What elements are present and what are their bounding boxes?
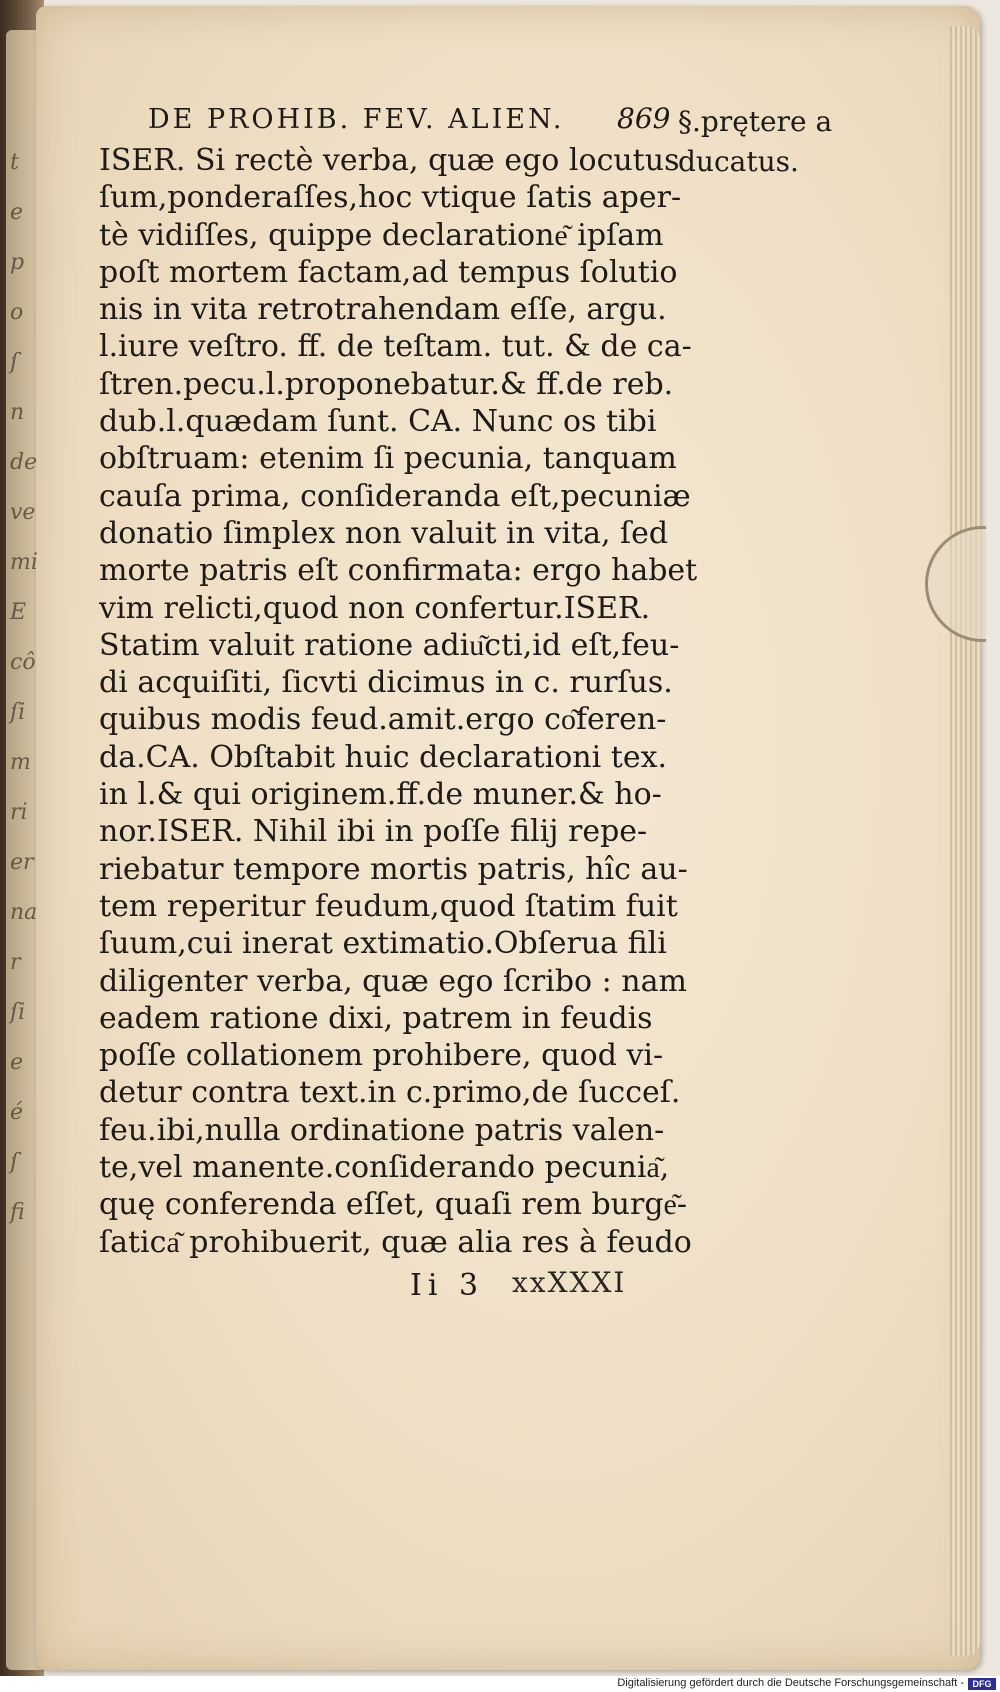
signature-mark: Ii 3 bbox=[410, 1268, 485, 1303]
text-line: da.CA. Obſtabit huic declarationi tex. bbox=[99, 739, 668, 775]
previous-page-text-fragment: p bbox=[10, 250, 25, 275]
text-line: poſt mortem factam,ad tempus ſolutio bbox=[99, 254, 678, 290]
text-line: Statim valuit ratione adiu͂cti,id eſt,feu- bbox=[99, 627, 680, 663]
text-line: donatio ſimplex non valuit in vita, ſed bbox=[99, 515, 669, 551]
marginal-note bbox=[678, 102, 832, 182]
text-line: poſſe collationem prohibere, quod vi- bbox=[99, 1038, 664, 1074]
previous-page-text-fragment: de bbox=[10, 450, 38, 475]
body-text bbox=[99, 142, 698, 1261]
previous-page-text-fragment: m bbox=[10, 750, 31, 775]
previous-page-text-fragment: ſ bbox=[10, 350, 19, 375]
text-line: te,vel manente.conſiderando pecunia͂, bbox=[99, 1150, 670, 1186]
text-line: nor.ISER. Nihil ibi in poſſe filij repe- bbox=[99, 814, 648, 850]
previous-page-text-fragment: ri bbox=[10, 800, 28, 825]
previous-page-text-fragment: ſi bbox=[10, 700, 26, 725]
text-line: cauſa prima, conſideranda eſt,pecuniæ bbox=[99, 478, 691, 514]
previous-page-text-fragment: E bbox=[10, 600, 27, 625]
text-line: ſtren.pecu.l.proponebatur.& ff.de reb. bbox=[99, 366, 674, 402]
text-line: quibus modis feud.amit.ergo co͂feren- bbox=[99, 702, 667, 738]
text-line: diligenter verba, quæ ego ſcribo : nam bbox=[99, 963, 687, 999]
previous-page-text-fragment: ſi bbox=[10, 1000, 26, 1025]
handwritten-mark: xxXXXI bbox=[512, 1266, 627, 1299]
text-line: ISER. Si rectè verba, quæ ego locutus bbox=[99, 143, 680, 178]
page-number: 869 bbox=[617, 102, 671, 135]
text-line: in l.& qui originem.ff.de muner.& ho- bbox=[99, 777, 662, 813]
text-line: l.iure veſtro. ff. de teſtam. tut. & de ca- bbox=[99, 329, 692, 365]
previous-page-text-fragment: e bbox=[10, 1050, 24, 1075]
previous-page-text-fragment: t bbox=[10, 150, 19, 175]
text-line: ſuum,cui inerat extimatio.Obſerua fili bbox=[99, 926, 667, 962]
previous-page-text-fragment: n bbox=[10, 400, 25, 425]
footer-credit: Digitalisierung gefördert durch die Deutsche Forschungsgemeinschaft - bbox=[617, 1677, 964, 1689]
marginal-note-line: ducatus. bbox=[678, 145, 799, 178]
previous-page-text-fragment: ve bbox=[10, 500, 36, 525]
previous-page-text-fragment: o bbox=[10, 300, 24, 325]
previous-page-text-fragment: r bbox=[10, 950, 21, 975]
text-line: dub.l.quædam ſunt. CA. Nunc os tibi bbox=[99, 404, 657, 440]
previous-page-text-fragment: er bbox=[10, 850, 34, 875]
text-line: feu.ibi,nulla ordinatione patris valen- bbox=[99, 1112, 665, 1148]
dfg-logo: DFG bbox=[968, 1678, 996, 1690]
previous-page-text-fragment: cô bbox=[10, 650, 36, 675]
marginal-note-line: §.prętere a bbox=[678, 105, 833, 138]
text-line: di acquiſiti, ſicvti dicimus in c. rurſus. bbox=[99, 665, 673, 701]
text-line: ſum,ponderaſſes,hoc vtique ſatis aper- bbox=[99, 180, 682, 216]
page-edges bbox=[950, 26, 980, 1656]
text-line: nis in vita retrotrahendam eſſe, argu. bbox=[99, 292, 667, 328]
text-line: detur contra text.in c.primo,de ſucceſ. bbox=[99, 1075, 681, 1111]
previous-page-text-fragment: ſ bbox=[10, 1150, 19, 1175]
text-line: eadem ratione dixi, patrem in feudis bbox=[99, 1000, 653, 1036]
text-line: quę conferenda eſſet, quaſi rem burge͂- bbox=[99, 1187, 687, 1223]
text-line: obſtruam: etenim ſi pecunia, tanquam bbox=[99, 441, 677, 477]
previous-page-text-fragment: mi bbox=[10, 550, 38, 575]
book-clasp bbox=[925, 526, 986, 642]
text-line: tè vidiſſes, quippe declaratione͂ ipſam bbox=[99, 217, 664, 253]
text-line: riebatur tempore mortis patris, hîc au- bbox=[99, 851, 688, 887]
previous-page-text-fragment: fi bbox=[10, 1200, 25, 1225]
text-line: morte patris eſt confirmata: ergo habet bbox=[99, 553, 698, 589]
text-line: ſatica͂ prohibuerit, quæ alia res à feudo bbox=[99, 1224, 692, 1260]
previous-page-text-fragment: é bbox=[10, 1100, 24, 1125]
text-line: vim relicti,quod non confertur.ISER. bbox=[99, 590, 651, 626]
text-line: tem reperitur feudum,quod ſtatim fuit bbox=[99, 888, 678, 924]
previous-page-text-fragment: na bbox=[10, 900, 38, 925]
previous-page-text-fragment: e bbox=[10, 200, 24, 225]
running-head: DE PROHIB. FEV. ALIEN. bbox=[148, 104, 565, 135]
